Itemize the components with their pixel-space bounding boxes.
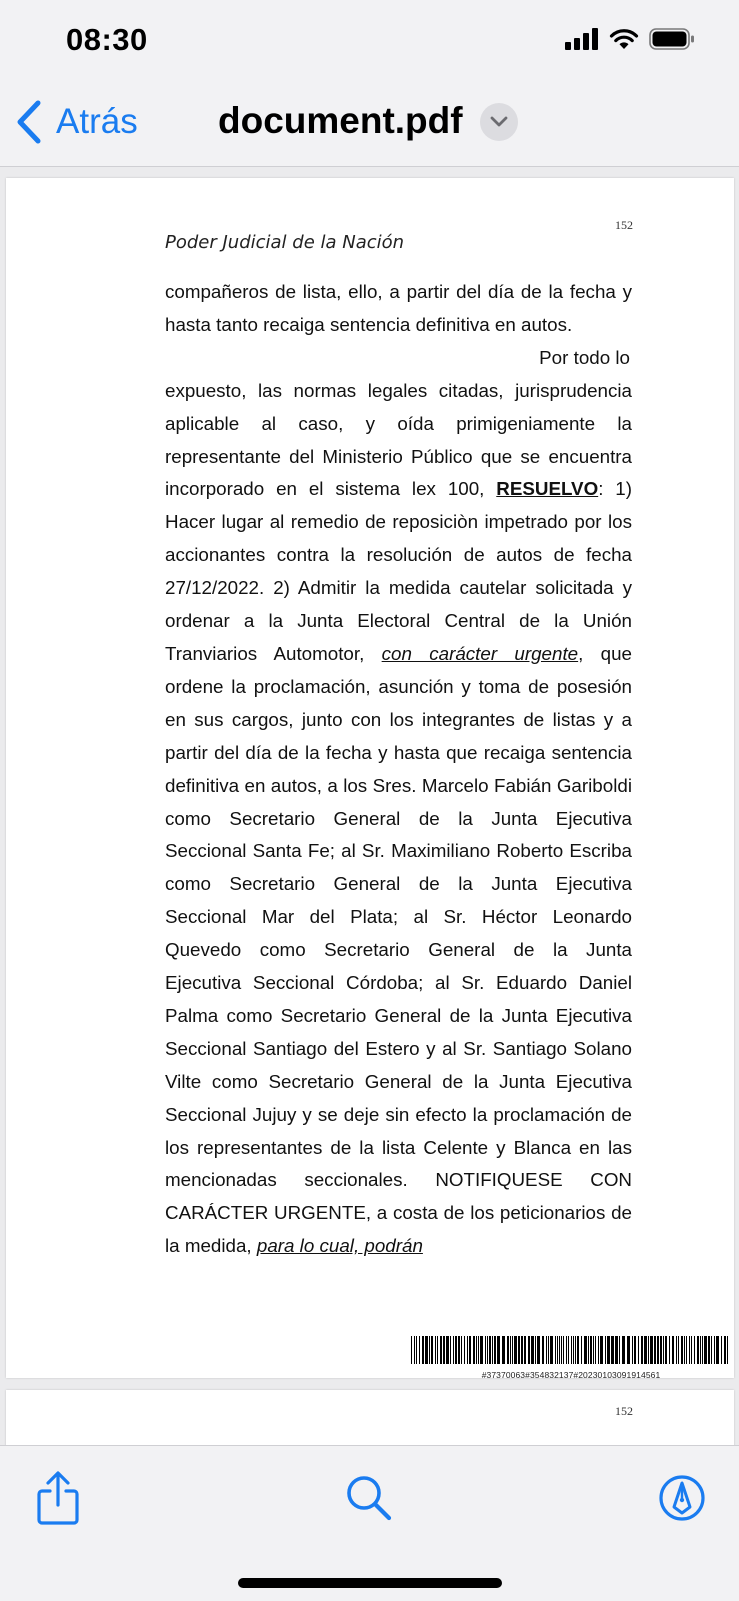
barcode-bar [469,1336,471,1364]
barcode-bar [476,1336,477,1364]
share-icon [35,1471,81,1525]
barcode-bar [453,1336,454,1364]
barcode-bar [542,1336,544,1364]
barcode-bar [708,1336,710,1364]
barcode-bar [478,1336,479,1364]
barcode-bar [641,1336,643,1364]
barcode-bar [464,1336,465,1364]
barcode-bar [598,1336,599,1364]
barcode-bar [528,1336,530,1364]
text-run: expuesto, las normas legales citadas, jurisprudencia aplicable al caso, y oída primigeniamente la representante del Ministerio Público que se encuentra incorporado en el sistema lex 100, [165,379,632,500]
battery-icon [649,28,695,50]
barcode-bar [650,1336,653,1364]
paragraph-opening: Por todo lo [539,346,630,368]
markup-button[interactable] [654,1470,710,1526]
wifi-icon [609,28,639,50]
barcode-bar [411,1336,412,1364]
barcode-bar [697,1336,699,1364]
barcode-bar [676,1336,677,1364]
text-run: , que ordene la proclamación, asunción y toma de posesión en sus cargos, junto con los integrantes de listas y a partir del día de la fecha y hasta que recaiga sentencia definitiva en autos, a los Sres. Marcelo Fabián Gariboldi como Secretario General de la Junta Ejecutiva Seccional Santa Fe; al Sr. Maximiliano Roberto Escriba como Secretario General de la Junta Ejecutiva Seccional Mar del Plata; al Sr. Héctor Leonardo Quevedo como Secretario General de la Junta Ejecutiva Seccional Córdoba; al Sr. Eduardo Daniel Palma como Secretario General de la Junta Ejecutiva Seccional Santiago del Estero y al Sr. Santiago Solano Vilte como Secretario General de la Junta Ejecutiva Seccional Jujuy y se deje sin efecto la proclamación de los representantes de la lista Celente y Blanca en las mencionadas seccionales. NOTIFIQUESE CON CARÁCTER URGENTE, a costa de los peticionarios de la medida, [165,642,633,1257]
barcode-bar [521,1336,523,1364]
pdf-page [6,178,734,1378]
podran-emphasis: para lo cual, podrán [256,1235,423,1257]
barcode-bar [492,1336,493,1364]
barcode-bar [507,1336,509,1364]
barcode-bar [684,1336,685,1364]
barcode-bar [416,1336,417,1364]
pdf-page-next [6,1390,734,1450]
barcode-bar [665,1336,667,1364]
barcode-bar [467,1336,468,1364]
barcode-bar [431,1336,433,1364]
barcode-bar [584,1336,587,1364]
barcode-bar [461,1336,462,1364]
barcode-bar [607,1336,610,1364]
paragraph: compañeros de lista, ello, a partir del día de la fecha y hasta tanto recaiga sentencia definitiva en autos. [165,281,632,335]
barcode-bar [425,1336,428,1364]
barcode-bar [563,1336,564,1364]
barcode-bar [689,1336,690,1364]
document-body [165,276,632,1263]
barcode-bar [502,1336,505,1364]
paragraph [165,375,632,1263]
barcode-bar [595,1336,596,1364]
back-button[interactable] [16,100,138,144]
barcode-bar [487,1336,488,1364]
barcode-bar [657,1336,659,1364]
barcode-bar [429,1336,430,1364]
barcode-bar [494,1336,496,1364]
text-run: : 1) Hacer lugar al remedio de reposiciòn impetrado por los accionantes contra la resolución de autos de fecha 27/12/2022. 2) Admitir la medida cautelar solicitada y ordenar a la Junta Electoral Central de la Unión Tranviarios Automotor, [165,478,632,664]
barcode-bar [437,1336,438,1364]
barcode-bar [512,1336,513,1364]
page-header: Poder Judicial de la Nación [165,232,405,253]
search-button[interactable] [341,1470,397,1526]
barcode-bar [678,1336,679,1364]
status-icons [565,28,695,50]
document-title: document.pdf [218,100,463,141]
back-label: Atrás [56,102,138,141]
barcode-bar [716,1336,719,1364]
barcode-bar [686,1336,687,1364]
barcode-bar [704,1336,707,1364]
barcode-bar [672,1336,674,1364]
home-indicator [238,1578,502,1588]
page-number: 152 [615,1404,633,1418]
barcode-bar [557,1336,558,1364]
barcode-bar [622,1336,625,1364]
barcode-bar [605,1336,606,1364]
barcode-bar [724,1336,726,1364]
barcode-bar [700,1336,701,1364]
barcode-bar [455,1336,457,1364]
barcode-bar [619,1336,620,1364]
barcode-bar [531,1336,534,1364]
barcode-bar [663,1336,664,1364]
barcode-bar [648,1336,649,1364]
barcode-bar [644,1336,647,1364]
page-number: 152 [615,218,633,232]
barcode-bar [414,1336,415,1364]
barcode-bar [510,1336,511,1364]
barcode-bar [559,1336,560,1364]
cellular-signal-icon [565,28,599,50]
barcode-bar [702,1336,703,1364]
barcode-bar [711,1336,712,1364]
barcode-bar [458,1336,460,1364]
barcode-bar [443,1336,445,1364]
barcode-image [411,1336,731,1364]
barcode-bar [634,1336,636,1364]
chevron-left-icon [16,100,42,144]
barcode-bar [497,1336,500,1364]
barcode-bar [568,1336,569,1364]
navigation-bar [0,86,739,167]
barcode-bar [450,1336,451,1364]
barcode-bar [681,1336,683,1364]
barcode-bar [446,1336,449,1364]
barcode-bar [588,1336,589,1364]
barcode-bar [550,1336,553,1364]
barcode-bar [535,1336,536,1364]
urgente-emphasis: con carácter urgente [381,642,579,664]
bottom-toolbar [0,1445,739,1601]
barcode-bar [489,1336,491,1364]
barcode-bar [669,1336,670,1364]
barcode-bar [590,1336,592,1364]
barcode-bar [537,1336,540,1364]
status-bar [0,0,739,86]
barcode-bar [435,1336,436,1364]
barcode-bar [600,1336,603,1364]
barcode-bar [615,1336,618,1364]
barcode-bar [694,1336,695,1364]
barcode-bar [581,1336,582,1364]
barcode-bar [514,1336,517,1364]
barcode-bar [632,1336,633,1364]
barcode-bar [546,1336,547,1364]
barcode-bar [440,1336,442,1364]
share-button[interactable] [30,1470,86,1526]
resuelvo-emphasis: RESUELVO [496,478,599,500]
barcode-bar [575,1336,576,1364]
barcode-bar [577,1336,579,1364]
barcode-bar [480,1336,483,1364]
barcode-bar [660,1336,662,1364]
barcode-bar [573,1336,574,1364]
barcode [411,1336,731,1380]
chevron-down-icon [490,116,508,128]
title-menu-button[interactable] [480,103,518,141]
barcode-bar [627,1336,630,1364]
barcode-bar [419,1336,420,1364]
barcode-bar [721,1336,722,1364]
barcode-bar [611,1336,614,1364]
barcode-bar [654,1336,656,1364]
barcode-bar [473,1336,475,1364]
barcode-text: #37370063#354832137#20230103091914561 [481,1370,661,1380]
search-icon [345,1474,393,1522]
barcode-bar [485,1336,486,1364]
markup-icon [658,1474,706,1522]
barcode-bar [593,1336,594,1364]
barcode-bar [524,1336,526,1364]
barcode-bar [727,1336,728,1364]
barcode-bar [691,1336,692,1364]
barcode-bar [714,1336,715,1364]
barcode-bar [571,1336,572,1364]
barcode-bar [518,1336,520,1364]
barcode-bar [561,1336,562,1364]
barcode-bar [422,1336,424,1364]
barcode-bar [638,1336,639,1364]
barcode-bar [566,1336,567,1364]
status-time: 08:30 [66,22,148,57]
barcode-bar [555,1336,556,1364]
barcode-bar [548,1336,549,1364]
